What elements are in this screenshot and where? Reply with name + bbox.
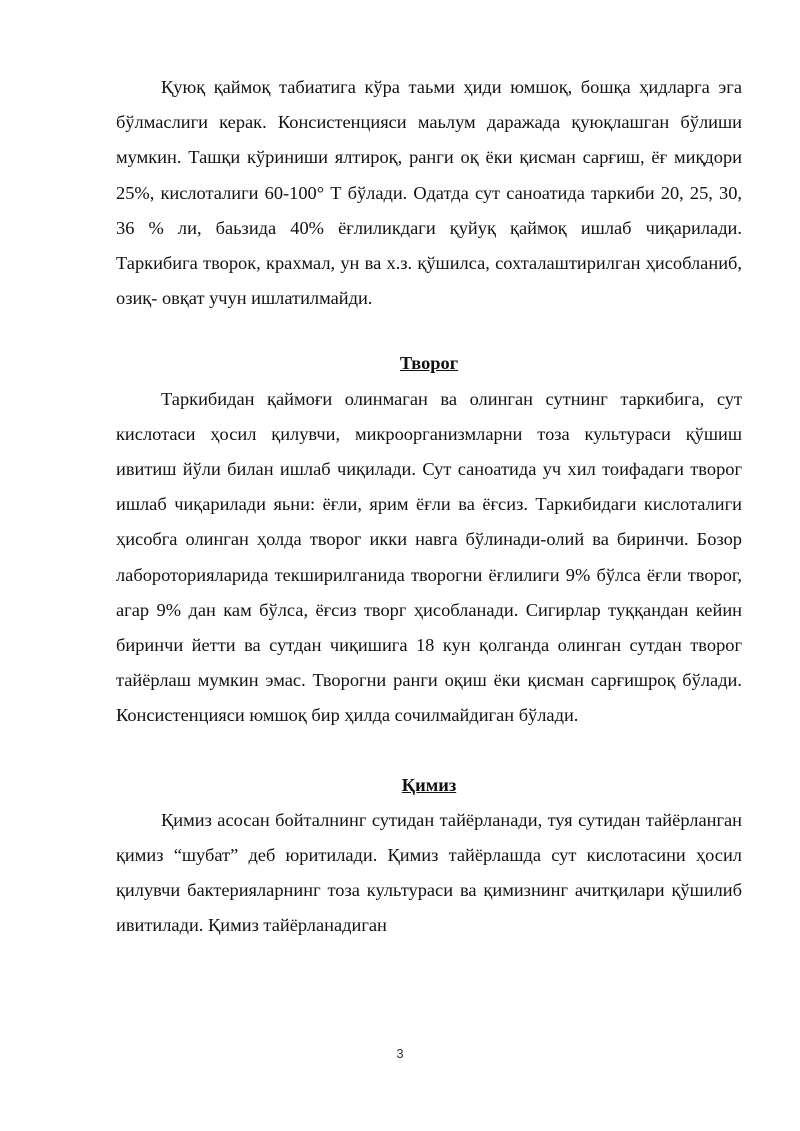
page-number: 3 [396,1046,404,1061]
paragraph-qimiz: Қимиз асосан бойталнинг сутидан тайёрланади, туя сутидан тайёрланган қимиз “шубат” деб юритилади. Қимиз тайёрлашда сут кислотасини ҳосил қилувчи бактерияларнинг тоза культураси ва қимизнинг ачитқилари қўшилиб ивитилади. Қимиз тайёрланадиган [116,809,742,936]
heading-tvorog: Творог [399,353,459,374]
paragraph-tvorog: Таркибидан қаймоғи олинмаган ва олинган сутнинг таркибига, сут кислотаси ҳосил қилувчи, микроорганизмларни тоза культураси қўшиш ивитиш йўли билан ишлаб чиқилади. Сут саноатида уч хил тоифадаги творог ишлаб чиқарилади яьни: ёғли, ярим ёғли ва ёғсиз. Таркибидаги кислоталиги ҳисобга олинган ҳолда творог икки навга бўлинади-олий ва биринчи. Бозор лабороторияларида текширилганида творогни ёғлилиги 9% бўлса ёғли творог, агар 9% дан кам бўлса, ёғсиз творг ҳисобланади. Сигирлар туққандан кейин биринчи йетти ва сутдан чиқишига 18 кун қолганда олинган сутдан творог тайёрлаш мумкин эмас. Творогни ранги оқиш ёки қисман сарғишроқ бўлади. Консистенцияси юмшоқ бир ҳилда сочилмайдиган бўлади. [116,388,742,726]
heading-qimiz: Қимиз [401,774,457,795]
page-content [116,70,742,944]
paragraph-kaymok: Қуюқ қаймоқ табиатига кўра таьми ҳиди юмшоқ, бошқа ҳидларга эга бўлмаслиги керак. Консистенцияси маьлум даражада қуюқлашган бўлиши мумкин. Ташқи кўриниши ялтироқ, ранги оқ ёки қисман сарғиш, ёғ миқдори 25%, кислоталиги 60-100° Т бўлади. Одатда сут саноатида таркиби 20, 25, 30, 36 % ли, баьзида 40% ёғлиликдаги қуйуқ қаймоқ ишлаб чиқарилади. Таркибига творок, крахмал, ун ва х.з. қўшилса, сохталаштирилган ҳисобланиб, озиқ- овқат учун ишлатилмайди. [116,77,742,309]
